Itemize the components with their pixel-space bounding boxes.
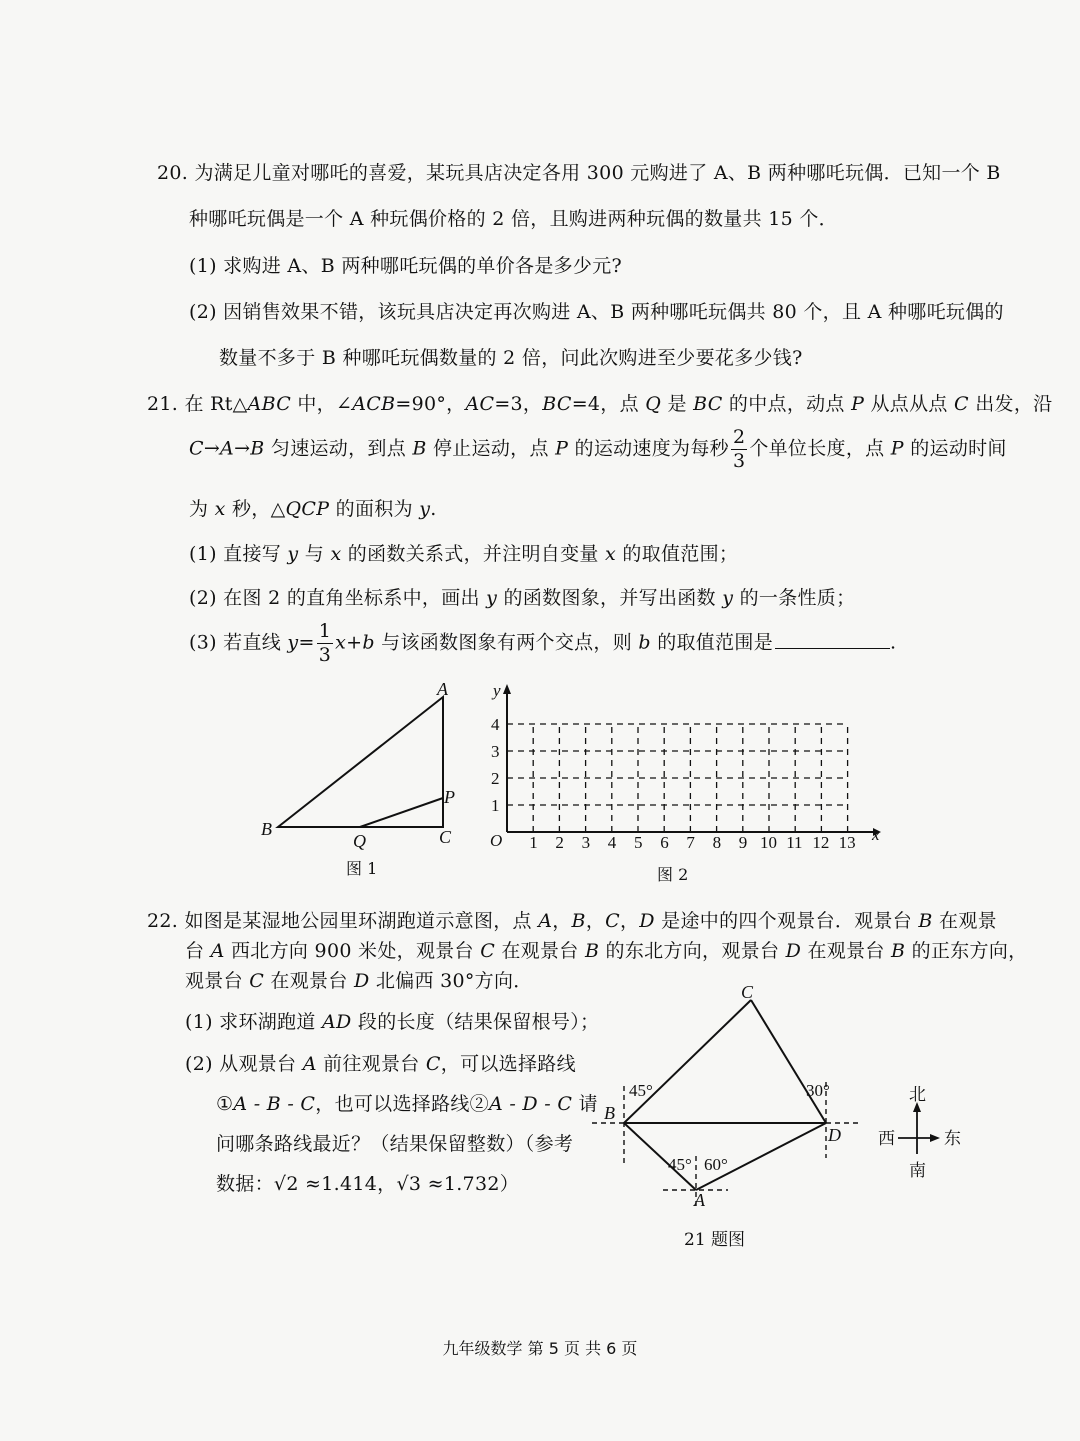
x-tick-label: 2 [555,833,564,852]
compass-south: 南 [909,1161,926,1180]
x-tick-label: 4 [607,833,617,852]
q22-sub-2: (2) 从观景台 A 前往观景台 C，可以选择路线 [185,1053,576,1075]
figure-2-coordinate-grid [478,678,898,858]
q22-sub-2-line-4: 数据：√2 ≈1.414，√3 ≈1.732） [216,1173,520,1195]
q22-line-3: 观景台 C 在观景台 D 北偏西 30°方向． [185,970,533,992]
x-tick-label: 10 [760,833,777,852]
q22-fig-label-d: D [828,1125,841,1145]
fig1-label-b: B [261,819,272,839]
q20-sub-1: (1) 求购进 A、B 两种哪吒玩偶的单价各是多少元? [189,255,623,277]
fig2-x-label: x [872,825,880,844]
x-tick-label: 8 [712,833,722,852]
fig1-label-p: P [444,787,455,807]
x-tick-label: 5 [634,833,643,852]
fig1-label-c: C [439,827,452,847]
x-tick-label: 1 [529,833,538,852]
q20-line-2: 种哪吒玩偶是一个 A 种玩偶价格的 2 倍，且购进两种玩偶的数量共 15 个． [189,208,838,230]
q22-angle-a2: 60° [704,1155,728,1174]
x-tick-label: 9 [738,833,748,852]
x-tick-label: 3 [581,833,591,852]
q21-line-1: 21. 在 Rt△ABC 中，∠ACB=90°，AC=3，BC=4，点 Q 是 BC 的中点，动点 P 从点从点 C 出发，沿 [147,393,1053,415]
y-tick-label: 4 [491,715,500,734]
q22-fig-label-c: C [741,982,754,1002]
x-tick-label: 12 [812,833,830,852]
q21-sub-1: (1) 直接写 y 与 x 的函数关系式，并注明自变量 x 的取值范围； [189,543,739,565]
q21-line-3: 为 x 秒，△QCP 的面积为 y. [189,498,437,520]
y-tick-label: 2 [491,769,500,788]
speed-fraction: $\frac{2}{3}$ [732,426,746,472]
slope-fraction: $\frac{1}{3}$ [318,620,332,666]
q21-sub-3: (3) 若直线 y= $\frac{1}{3}$ x+b 与该函数图象有两个交点，则 b 的取值范围是 . [189,620,897,666]
q22-fig-label-a: A [694,1190,705,1210]
q20-sub-2a: (2) 因销售效果不错，该玩具店决定再次购进 A、B 两种哪吒玩偶共 80 个，且 A 种哪吒玩偶的 [189,301,1004,323]
fig1-caption: 图 1 [346,859,378,878]
compass-north: 北 [909,1086,926,1104]
q22-sub-2-line-2: ①A - B - C，也可以选择路线②A - D - C 请 [216,1093,598,1115]
x-tick-label: 11 [786,833,803,852]
q21-sub-2: (2) 在图 2 的直角坐标系中，画出 y 的函数图象，并写出函数 y 的一条性质； [189,587,856,609]
fig1-label-q: Q [353,831,366,851]
q22-angle-d: 30° [806,1081,830,1100]
q20-line-1: 20. 为满足儿童对哪吒的喜爱，某玩具店决定各用 300 元购进了 A、B 两种哪吒玩偶．已知一个 B [157,162,1001,184]
answer-blank [775,634,890,649]
q22-line-1: 22. 如图是某湿地公园里环湖跑道示意图，点 A，B，C，D 是途中的四个观景台．观景台 B 在观景 [147,910,997,932]
x-tick-label: 6 [660,833,669,852]
q22-angle-a1: 45° [668,1155,692,1174]
fig2-caption: 图 2 [657,865,689,884]
y-tick-label: 1 [491,796,500,815]
fig2-origin: O [490,831,503,850]
compass-east-arrow-icon [930,1134,940,1142]
q21-line-2: C→A→B 匀速运动，到点 B 停止运动，点 P 的运动速度为每秒 $\frac{2}{3}$ 个单位长度，点 P 的运动时间 [189,426,1007,472]
x-tick-label: 13 [838,833,856,852]
q22-line-2: 台 A 西北方向 900 米处，观景台 C 在观景台 B 的东北方向，观景台 D 在观景台 B 的正东方向， [185,940,1028,962]
q22-figure [588,978,873,1223]
fig2-y-label: y [493,681,501,700]
figure-1-triangle [250,675,480,855]
q22-sub-1: (1) 求环湖跑道 AD 段的长度（结果保留根号）； [185,1011,600,1033]
page-footer: 九年级数学 第 5 页 共 6 页 [442,1339,638,1358]
q22-fig-caption: 21 题图 [684,1230,746,1250]
y-tick-label: 3 [491,742,500,761]
q22-fig-label-b: B [604,1103,615,1123]
fig1-label-a: A [437,679,448,699]
q22-angle-b: 45° [629,1081,653,1100]
q20-sub-2b: 数量不多于 B 种哪吒玩偶数量的 2 倍，问此次购进至少要花多少钱? [219,347,803,369]
q22-sub-2-line-3: 问哪条路线最近？（结果保留整数）（参考 [216,1133,574,1155]
compass-east: 东 [944,1129,961,1148]
compass-west: 西 [878,1129,895,1148]
compass-rose [872,1086,972,1186]
x-tick-label: 7 [686,833,695,852]
